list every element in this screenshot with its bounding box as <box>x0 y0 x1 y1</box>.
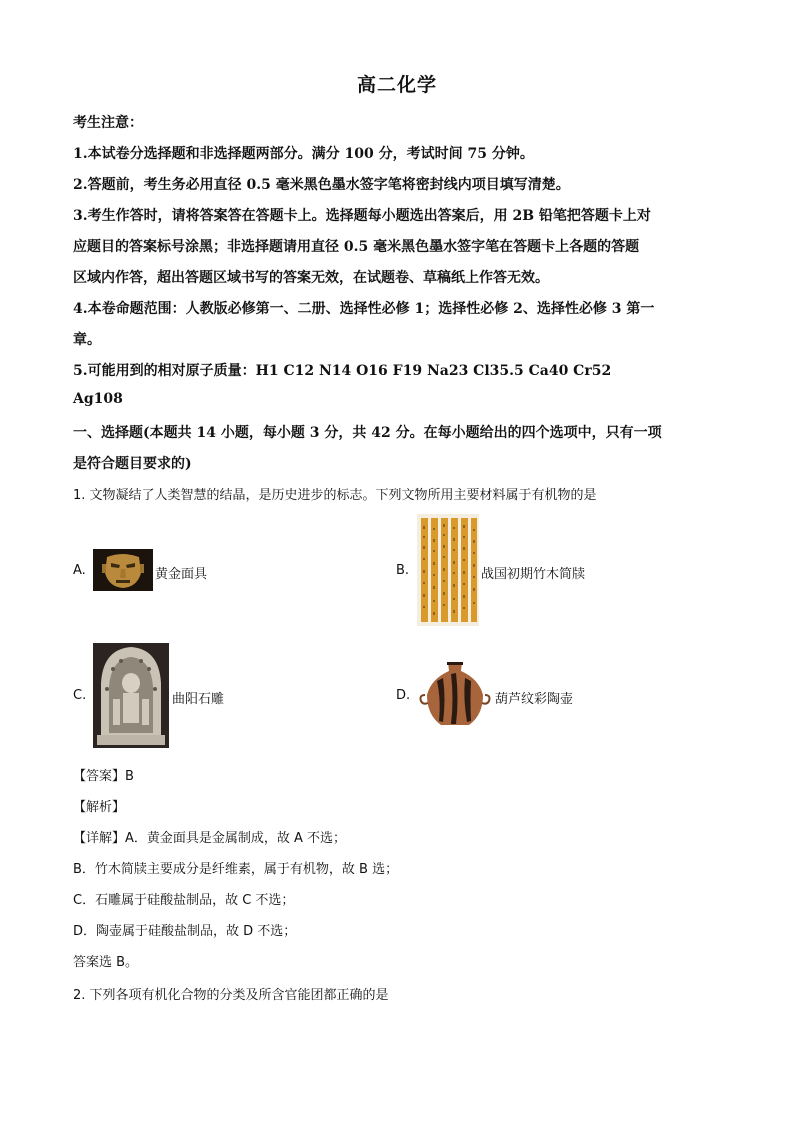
stone-carving-image <box>93 643 169 748</box>
analysis-heading: 【解析】 <box>73 800 126 815</box>
section-heading: 一、选择题(本题共 14 小题，每小题 3 分，共 42 分。在每小题给出的四个选项中，只有一项 <box>73 425 662 441</box>
question-1-stem: 1. 文物凝结了人类智慧的结晶，是历史进步的标志。下列文物所用主要材料属于有机物的是 <box>73 488 597 503</box>
option-b-letter: B. <box>396 563 410 578</box>
option-d-letter: D. <box>396 688 411 703</box>
option-c-letter: C. <box>73 688 87 703</box>
notice-item: 1.本试卷分选择题和非选择题两部分。满分 100 分，考试时间 75 分钟。 <box>73 146 534 162</box>
option-a-letter: A. <box>73 563 86 578</box>
option-b-text: 战国初期竹木简牍 <box>481 567 586 582</box>
notice-item: 应题目的答案标号涂黑；非选择题请用直径 0.5 毫米黑色墨水签字笔在答题卡上各题的答题 <box>73 239 640 255</box>
analysis-detail: C．石雕属于硅酸盐制品，故 C 不选； <box>73 893 295 908</box>
option-a-text: 黄金面具 <box>155 567 208 582</box>
notice-item: 4.本卷命题范围：人教版必修第一、二册、选择性必修 1；选择性必修 2、选择性必修 3 第一 <box>73 301 655 317</box>
option-d-text: 葫芦纹彩陶壶 <box>495 692 574 707</box>
analysis-detail: D．陶壶属于硅酸盐制品，故 D 不选； <box>73 924 297 939</box>
notice-item: Ag108 <box>73 391 123 407</box>
notice-item: 3.考生作答时，请将答案答在答题卡上。选择题每小题选出答案后，用 2B 铅笔把答题卡上对 <box>73 208 651 224</box>
option-c-text: 曲阳石雕 <box>172 692 225 707</box>
notice-item: 章。 <box>73 332 101 348</box>
analysis-conclusion: 答案选 B。 <box>73 955 139 970</box>
analysis-detail: B．竹木简牍主要成分是纤维素，属于有机物，故 B 选； <box>73 862 399 877</box>
notice-item: 区域内作答，超出答题区域书写的答案无效，在试题卷、草稿纸上作答无效。 <box>73 270 549 286</box>
section-heading-cont: 是符合题目要求的) <box>73 456 192 472</box>
painted-pottery-image <box>417 659 493 731</box>
notice-heading: 考生注意： <box>73 115 143 131</box>
answer-line: 【答案】B <box>73 769 134 784</box>
golden-mask-image <box>93 549 153 591</box>
notice-item: 2.答题前，考生务必用直径 0.5 毫米黑色墨水签字笔将密封线内项目填写清楚。 <box>73 177 570 193</box>
notice-item: 5.可能用到的相对原子质量：H1 C12 N14 O16 F19 Na23 Cl35.5 Ca40 Cr52 <box>73 363 612 379</box>
analysis-detail: 【详解】A．黄金面具是金属制成，故 A 不选； <box>73 831 347 846</box>
question-2-stem: 2. 下列各项有机化合物的分类及所含官能团都正确的是 <box>73 988 389 1003</box>
page-title: 高二化学 <box>356 74 437 96</box>
bamboo-slips-image <box>417 514 479 626</box>
